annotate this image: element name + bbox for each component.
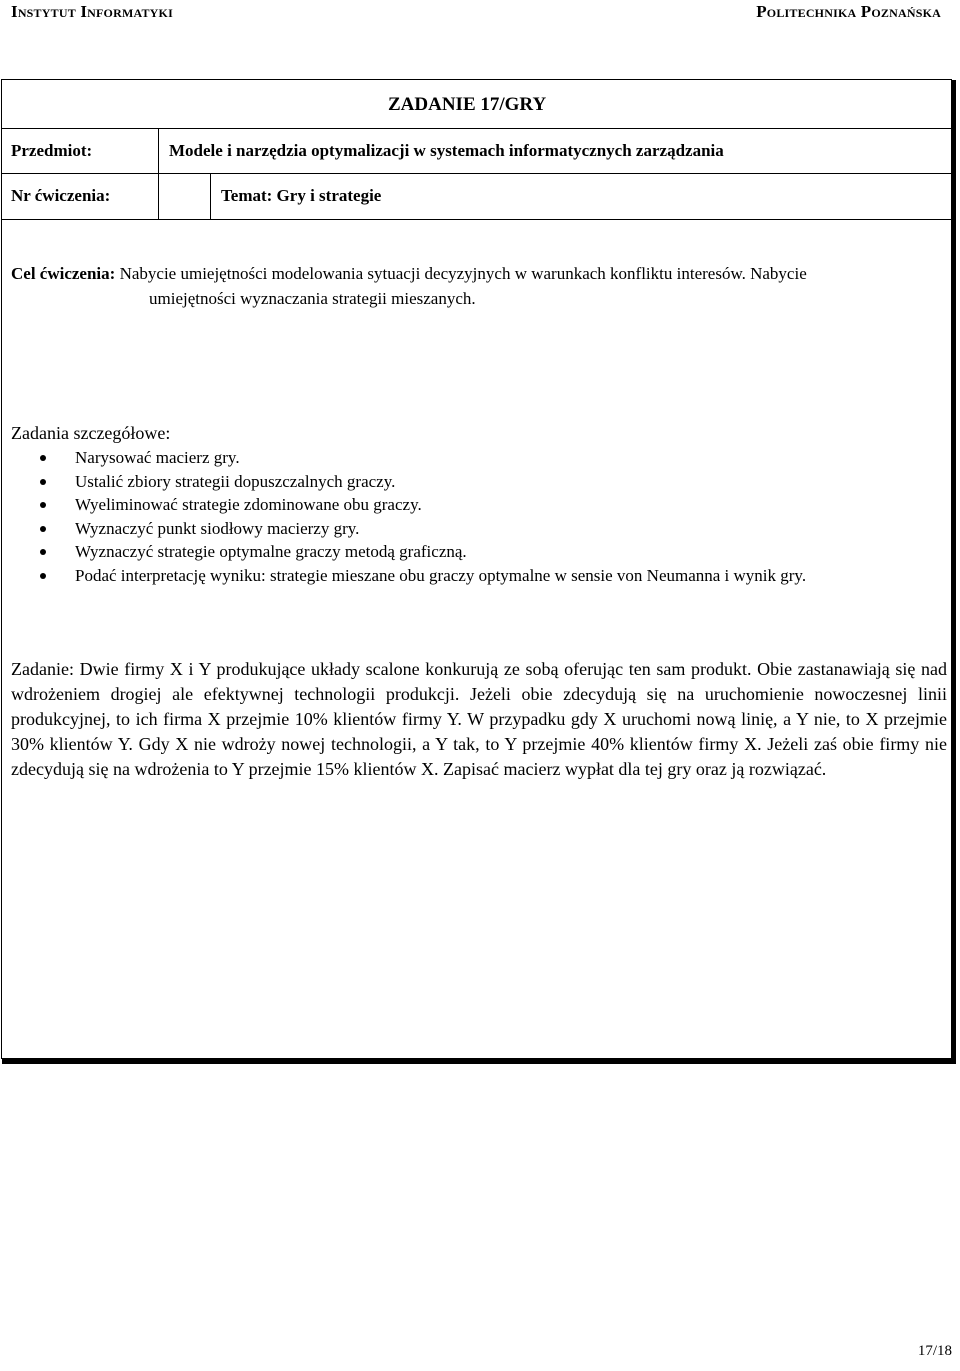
exercise-frame (1, 79, 952, 1059)
tasks-list (2, 446, 806, 587)
subject-label: Przedmiot: (11, 141, 93, 160)
exercise-title: ZADANIE 17/GRY (388, 94, 547, 115)
list-item: Ustalić zbiory strategii dopuszczalnych graczy. (2, 470, 806, 494)
table-divider-number (210, 173, 211, 219)
page-number: 17/18 (917, 1343, 952, 1359)
list-item: Podać interpretację wyniku: strategie mieszane obu graczy optymalne w sensie von Neumanna i wynik gry. (2, 564, 806, 588)
assignment-text: Dwie firmy X i Y produkujące układy scalone konkurują ze sobą oferując ten sam produkt. Obie zastanawiają się nad wdrożeniem drogiej ale efektywnej technologii produkcji. Jeżeli obie zdecydują się na uruchomienie nowoczesnej linii produkcyjnej, to ich firma X przejmie 10% klientów firmy Y. W przypadku gdy X uruchomi nową linię, a Y nie, to X przejmie 30% klientów Y. Gdy X nie wdroży nowej technologii, a Y tak, to Y przejmie 40% klientów firmy X. Jeżeli zaś obie firmy nie zdecydują się na wdrożenia to Y przejmie 15% klientów X. Zapisać macierz wypłat dla tej gry oraz ją rozwiązać. (11, 659, 947, 779)
tasks-title: Zadania szczegółowe: (11, 423, 171, 443)
header-university: Politechnika Poznańska (756, 2, 941, 21)
exercise-row (2, 173, 951, 220)
table-divider (158, 128, 159, 219)
list-item: Wyeliminować strategie zdominowane obu graczy. (2, 493, 806, 517)
list-item: Wyznaczyć punkt siodłowy macierzy gry. (2, 517, 806, 541)
frame-shadow-right (952, 80, 956, 1064)
list-item: Wyznaczyć strategie optymalne graczy metodą graficzną. (2, 540, 806, 564)
goal-line-2: umiejętności wyznaczania strategii mieszanych. (149, 289, 476, 308)
goal-line-1: Nabycie umiejętności modelowania sytuacji decyzyjnych w warunkach konfliktu interesów. Nabycie (119, 264, 807, 283)
assignment-label: Zadanie: (11, 659, 74, 679)
assignment-paragraph (11, 657, 947, 782)
list-item: Narysować macierz gry. (2, 446, 806, 470)
header-institute: Instytut Informatyki (11, 2, 173, 21)
subject-value: Modele i narzędzia optymalizacji w systemach informatycznych zarządzania (169, 141, 724, 160)
exercise-number-label: Nr ćwiczenia: (11, 186, 111, 205)
goal-label: Cel ćwiczenia: (11, 264, 116, 283)
goal-paragraph (11, 261, 946, 311)
subject-row (2, 128, 951, 174)
title-row (2, 80, 951, 129)
exercise-topic: Temat: Gry i strategie (221, 186, 382, 205)
frame-shadow-bottom (2, 1059, 956, 1064)
